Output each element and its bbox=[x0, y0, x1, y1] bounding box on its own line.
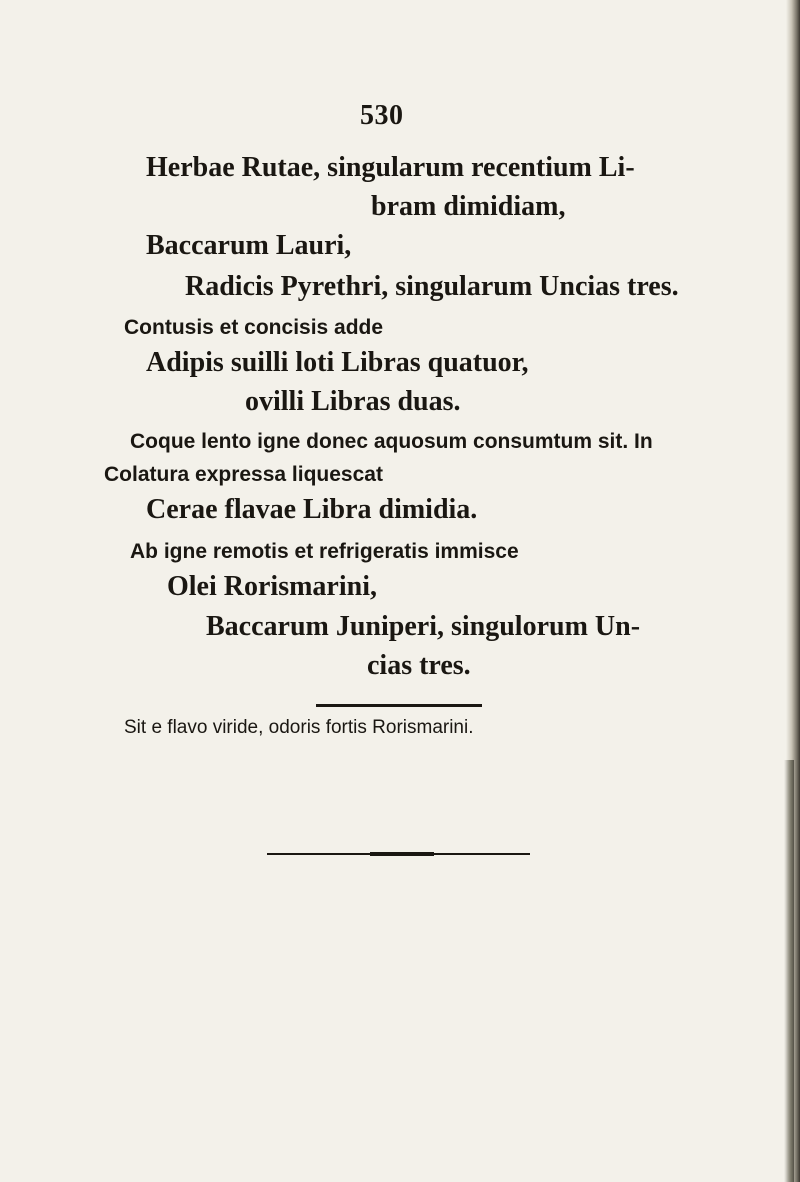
footnote: Sit e flavo viride, odoris fortis Rorismarini. bbox=[124, 717, 474, 738]
recipe-line-1: Herbae Rutae, singularum recentium Li- bbox=[146, 152, 635, 183]
recipe-line-9: Colatura expressa liquescat bbox=[104, 463, 383, 486]
recipe-line-14: cias tres. bbox=[367, 650, 471, 681]
recipe-line-12: Olei Rorismarini, bbox=[167, 571, 377, 602]
recipe-line-4: Radicis Pyrethri, singularum Uncias tres. bbox=[185, 271, 679, 302]
recipe-line-6: Adipis suilli loti Libras quatuor, bbox=[146, 347, 529, 378]
recipe-line-10: Cerae flavae Libra dimidia. bbox=[146, 494, 478, 525]
recipe-line-3: Baccarum Lauri, bbox=[146, 230, 352, 261]
recipe-line-5: Contusis et concisis adde bbox=[124, 316, 384, 339]
page-number: 530 bbox=[360, 100, 404, 131]
recipe-line-2: bram dimidiam, bbox=[371, 191, 566, 222]
recipe-line-7: ovilli Libras duas. bbox=[245, 386, 461, 417]
end-rule-center bbox=[370, 852, 434, 856]
page-edge-stain bbox=[784, 760, 794, 1182]
recipe-line-11: Ab igne remotis et refrigeratis immisce bbox=[130, 540, 519, 563]
recipe-line-13: Baccarum Juniperi, singulorum Un- bbox=[206, 611, 641, 642]
recipe-line-8: Coque lento igne donec aquosum consumtum sit. In bbox=[130, 430, 653, 453]
section-rule bbox=[316, 704, 482, 707]
